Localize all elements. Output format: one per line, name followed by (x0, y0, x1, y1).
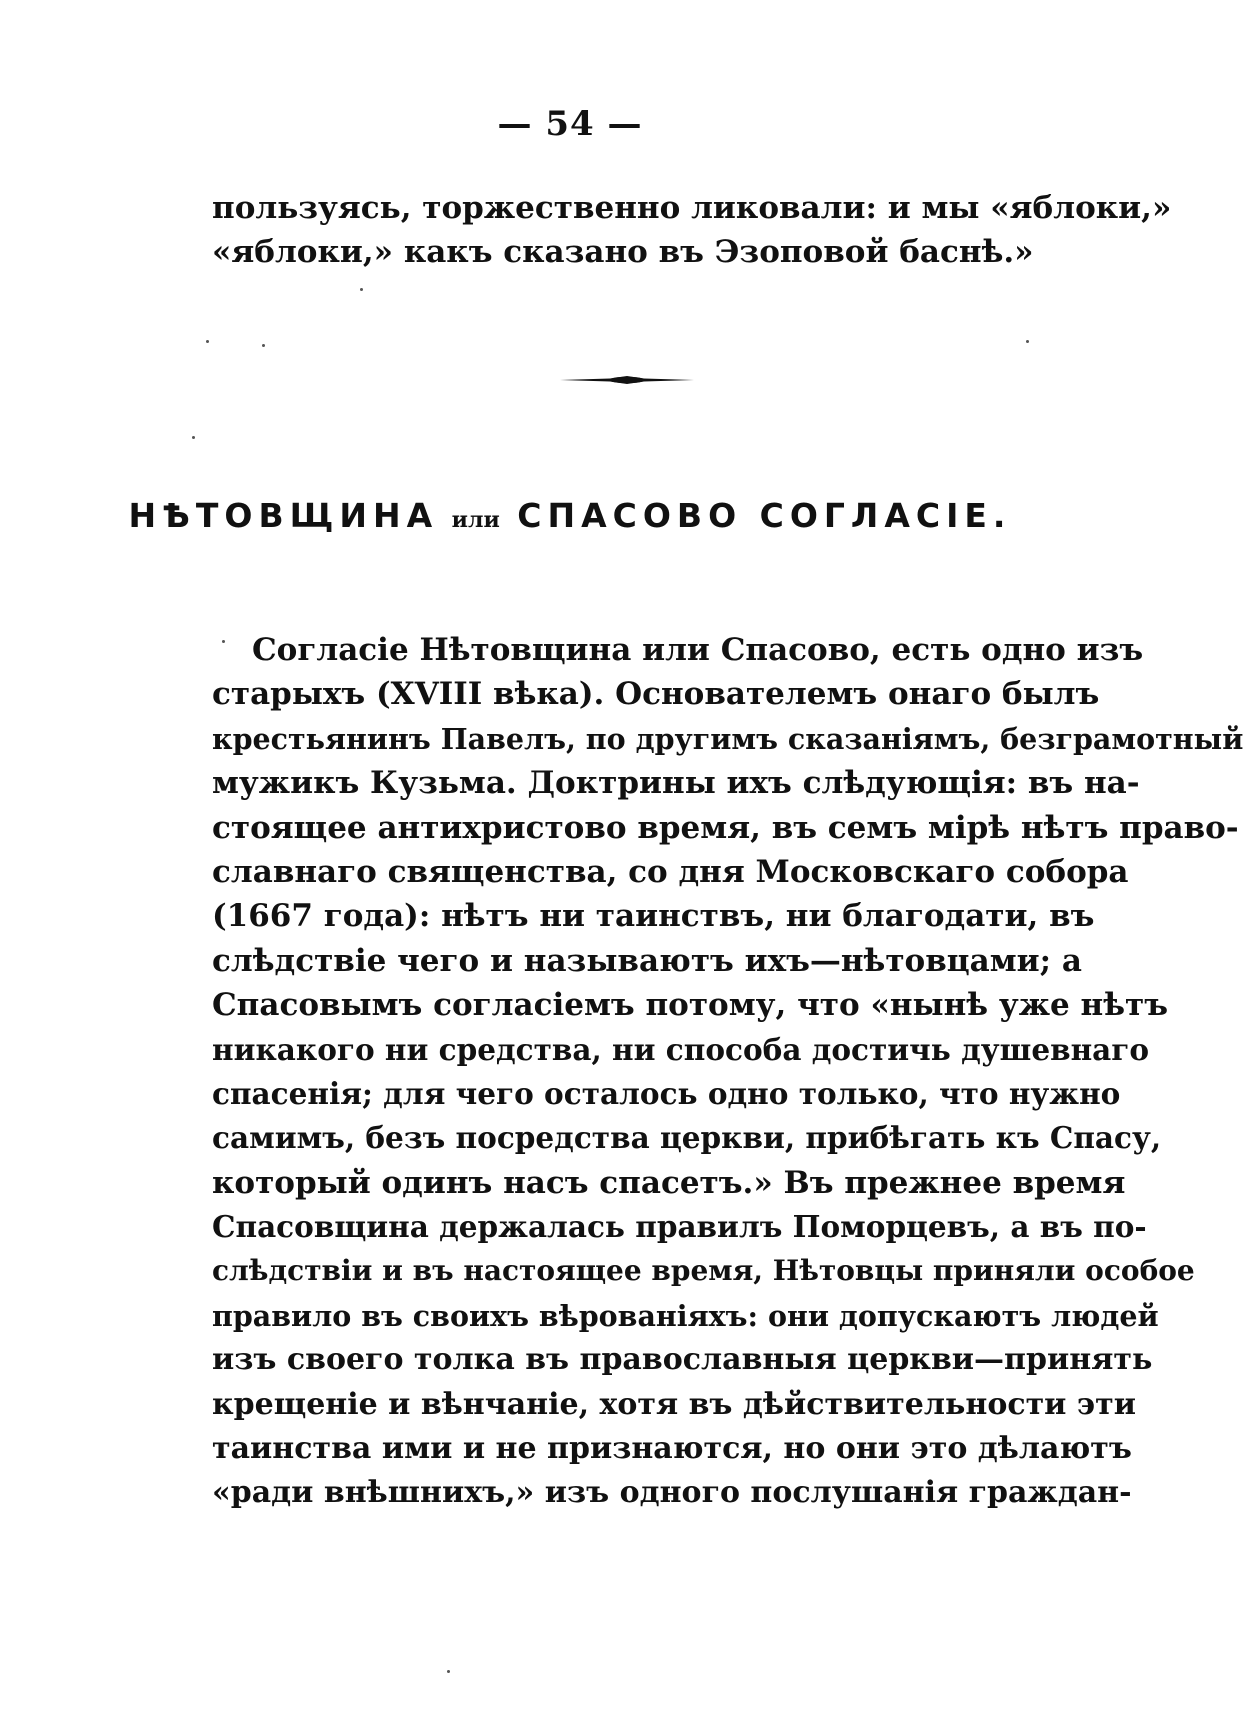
paper-speck (262, 344, 265, 347)
text-line: Спасовымъ согласіемъ потому, что «нынѣ уже нѣтъ (212, 987, 1169, 1024)
paper-speck (360, 288, 363, 291)
title-part-2: СПАСОВО СОГЛАСІЕ. (517, 496, 1012, 535)
body-paragraph (212, 628, 1243, 1516)
text-line: «яблоки,» какъ сказано въ Эзоповой баснѣ.» (212, 234, 1034, 271)
text-line: «ради внѣшнихъ,» изъ одного послушанія граждан- (212, 1475, 1132, 1511)
text-line: старыхъ (XVIII вѣка). Основателемъ онаго былъ (212, 676, 1100, 713)
ornamental-divider (560, 374, 694, 386)
text-line: изъ своего толка въ православныя церкви—принять (212, 1342, 1153, 1378)
text-line: самимъ, безъ посредства церкви, прибѣгать къ Спасу, (212, 1120, 1162, 1156)
paper-speck (206, 340, 209, 343)
paper-speck (222, 640, 225, 643)
text-line: правило въ своихъ вѣрованіяхъ: они допускаютъ людей (212, 1298, 1159, 1333)
text-line: стоящее антихристово время, въ семъ мірѣ нѣтъ право- (212, 809, 1239, 846)
paper-speck (447, 1670, 450, 1673)
text-line: Спасовщина держалась правилъ Поморцевъ, а въ по- (212, 1209, 1147, 1245)
text-line: Согласіе Нѣтовщина или Спасово, есть одно изъ (252, 632, 1144, 668)
text-line: пользуясь, торжественно ликовали: и мы «яблоки,» (212, 190, 1172, 226)
paper-speck (192, 436, 195, 439)
text-line: крещеніе и вѣнчаніе, хотя въ дѣйствительности эти (212, 1386, 1136, 1422)
text-line: никакого ни средства, ни способа достичь душевнаго (212, 1031, 1150, 1067)
title-conjunction: или (451, 507, 500, 533)
continued-paragraph (212, 186, 1172, 275)
text-line: славнаго священства, со дня Московскаго собора (212, 853, 1129, 890)
page-number: — 54 — (497, 104, 643, 144)
paper-speck (1026, 340, 1029, 343)
text-line: крестьянинъ Павелъ, по другимъ сказаніямъ, безграмотный (212, 721, 1243, 756)
section-title (0, 496, 1140, 535)
text-line: спасенія; для чего осталось одно только, что нужно (212, 1075, 1121, 1111)
text-line: (1667 года): нѣтъ ни таинствъ, ни благодати, въ (212, 898, 1095, 935)
text-line: который одинъ насъ спасетъ.» Въ прежнее время (212, 1164, 1126, 1201)
text-line: мужикъ Кузьма. Доктрины ихъ слѣдующія: въ на- (212, 765, 1140, 802)
text-line: слѣдствіи и въ настоящее время, Нѣтовцы приняли особое (212, 1254, 1195, 1288)
title-part-1: НѢТОВЩИНА (128, 496, 439, 535)
text-line: слѣдствіе чего и называютъ ихъ—нѣтовцами; а (212, 942, 1082, 979)
text-line: таинства ими и не признаются, но они это дѣлаютъ (212, 1431, 1132, 1467)
